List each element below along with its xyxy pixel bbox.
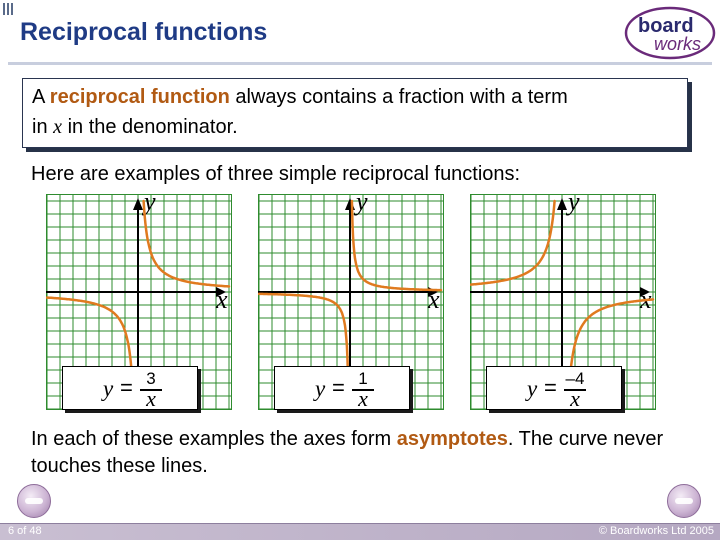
copyright: © Boardworks Ltd 2005: [598, 525, 714, 537]
svg-text:works: works: [654, 34, 702, 54]
formula-equals: =: [544, 375, 557, 400]
svg-text:board: board: [638, 15, 694, 37]
formula-denominator: x: [570, 386, 580, 411]
definition-text-prefix: A: [32, 86, 50, 108]
y-axis-label: y: [356, 194, 368, 216]
formula-box-1: [62, 366, 198, 410]
formula-numerator: –4: [565, 369, 585, 388]
formula-numerator: 3: [146, 369, 156, 388]
x-axis-label: x: [216, 285, 228, 314]
ellipsis-icon: [25, 498, 43, 504]
asymptote-text-prefix: In each of these examples the axes form: [31, 428, 397, 450]
x-axis-label: x: [640, 285, 652, 314]
formula-3: [487, 367, 623, 411]
formula-numerator: 1: [358, 369, 368, 388]
page-number: 6 of 48: [8, 525, 42, 537]
definition-line2-end: in the denominator.: [62, 116, 238, 138]
definition-term: reciprocal function: [49, 86, 230, 108]
definition-box: [22, 78, 688, 148]
boardworks-logo: [624, 5, 716, 61]
formula-equals: =: [120, 375, 133, 400]
formula-1: [63, 367, 199, 411]
formula-lhs: y: [527, 376, 538, 401]
next-slide-button[interactable]: [667, 484, 701, 518]
y-axis-arrow-icon: [345, 198, 355, 210]
x-axis-label: x: [428, 285, 440, 314]
formula-2: [275, 367, 411, 411]
corner-mark-icon: [3, 3, 17, 15]
previous-slide-button[interactable]: [17, 484, 51, 518]
formula-lhs: y: [315, 376, 326, 401]
formula-denominator: x: [146, 386, 156, 411]
formula-box-3: [486, 366, 622, 410]
formula-lhs: y: [103, 376, 114, 401]
formula-box-2: [274, 366, 410, 410]
intro-text: Here are examples of three simple reciprocal functions:: [31, 163, 521, 185]
y-axis-arrow-icon: [133, 198, 143, 210]
ellipsis-icon: [675, 498, 693, 504]
formula-denominator: x: [358, 386, 368, 411]
definition-text-mid: always contains a fraction with a term: [229, 86, 568, 108]
y-axis-label: y: [144, 194, 156, 216]
asymptote-text-suffix: . The curve never touches these lines.: [31, 428, 664, 477]
title-divider: [8, 62, 712, 65]
asymptote-term: asymptotes: [396, 428, 508, 450]
formula-equals: =: [332, 375, 345, 400]
definition-line2-start: in: [32, 116, 54, 138]
y-axis-arrow-icon: [557, 198, 567, 210]
y-axis-label: y: [568, 194, 580, 216]
slide-title: Reciprocal functions: [20, 18, 268, 46]
asymptote-text: [31, 426, 681, 480]
definition-variable: x: [53, 116, 63, 138]
